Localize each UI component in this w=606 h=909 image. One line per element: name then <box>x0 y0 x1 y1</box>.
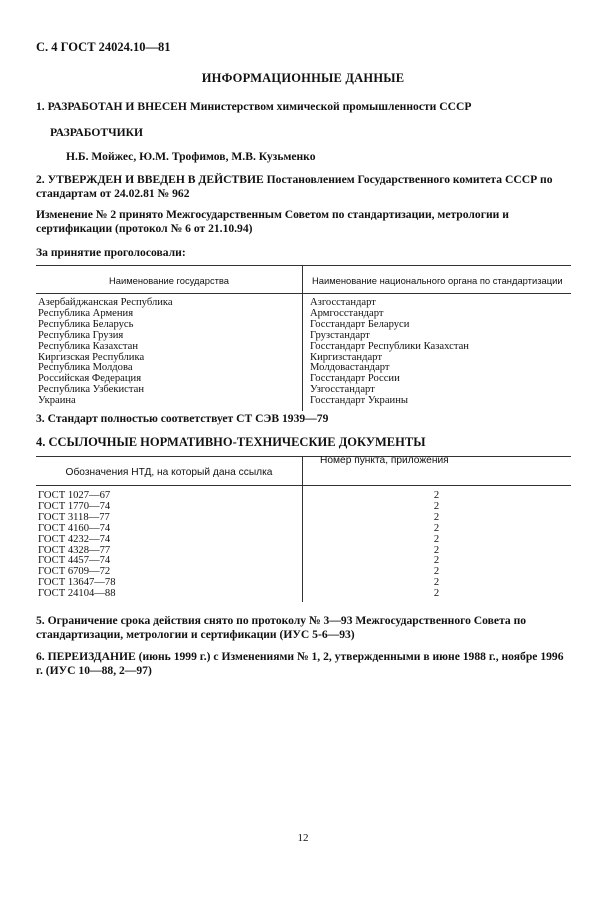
section-6: 6. ПЕРЕИЗДАНИЕ (июнь 1999 г.) с Изменениями № 1, 2, утвержденными в июне 1988 г., ноябре 1996 г. (ИУС 10—88, 2—97) <box>36 650 564 677</box>
developers-names: Н.Б. Мойжес, Ю.М. Трофимов, М.В. Кузьменко <box>66 150 316 163</box>
table-cell-state: Киргизская Республика <box>38 351 145 363</box>
page-header: С. 4 ГОСТ 24024.10—81 <box>36 40 171 54</box>
section-4-title: 4. ССЫЛОЧНЫЕ НОРМАТИВНО-ТЕХНИЧЕСКИЕ ДОКУМЕНТЫ <box>36 435 426 449</box>
table-cell-doc: ГОСТ 4232—74 <box>38 533 111 545</box>
amendment-note: Изменение № 2 принято Межгосударственным Советом по стандартизации, метрологии и сертификации (протокол № 6 от 21.10.94) <box>36 208 509 235</box>
table-cell-item: 2 <box>433 511 440 523</box>
table-cell-body: Госстандарт России <box>310 373 400 385</box>
table-header-state: Наименование государства <box>108 275 230 286</box>
table-rule <box>36 265 571 266</box>
table-cell-doc: ГОСТ 4328—77 <box>38 544 111 556</box>
table-cell-item: 2 <box>433 522 440 534</box>
table-cell-doc: ГОСТ 6709—72 <box>38 566 111 578</box>
table-cell-body: Госстандарт Республики Казахстан <box>310 340 469 352</box>
table-cell-body: Госстандарт Беларуси <box>310 318 410 330</box>
table-cell-state: Республика Грузия <box>38 329 124 341</box>
section-2 <box>36 173 570 201</box>
table-cell-body: Госстандарт Украины <box>310 395 408 407</box>
table-cell-body: Киргизстандарт <box>310 351 382 363</box>
references-table <box>36 456 571 602</box>
table-rule <box>36 485 571 486</box>
table-cell-body: Азгосстандарт <box>310 297 376 308</box>
table-cell-state: Республика Молдова <box>38 362 133 374</box>
body-list <box>310 298 469 407</box>
table-cell-state: Республика Армения <box>38 307 134 319</box>
table-cell-item: 2 <box>433 555 440 567</box>
table-cell-item: 2 <box>433 566 440 578</box>
table-cell-item: 2 <box>433 500 440 512</box>
table-cell-item: 2 <box>433 544 440 556</box>
table-cell-state: Российская Федерация <box>38 373 142 385</box>
table-cell-body: Армгосстандарт <box>310 307 384 319</box>
table-cell-body: Грузстандарт <box>310 329 370 341</box>
state-list <box>38 298 173 407</box>
table-cell-doc: ГОСТ 3118—77 <box>38 511 110 523</box>
table-header-item: Номер пункта, приложения <box>320 455 449 466</box>
voting-table <box>36 265 571 411</box>
section-5: 5. Ограничение срока действия снято по протоколу № 3—93 Межгосударственного Совета по стандартизации, метрологии и сертификации (ИУС 5-6—93) <box>36 614 527 641</box>
section-2-text: Постановлением Государственного комитета СССР по стандартам от 24.02.81 № 962 <box>36 173 553 200</box>
table-cell-body: Молдовастандарт <box>310 362 390 374</box>
developers-label: РАЗРАБОТЧИКИ <box>50 126 144 139</box>
section-1-text: Министерством химической промышленности СССР <box>186 100 472 113</box>
table-cell-item: 2 <box>433 588 440 600</box>
section-1 <box>36 100 471 114</box>
table-cell-item: 2 <box>433 577 440 589</box>
section-3: 3. Стандарт полностью соответствует СТ СЭВ 1939—79 <box>36 412 329 425</box>
table-header-body: Наименование национального органа по стандартизации <box>312 275 563 286</box>
page-title: ИНФОРМАЦИОННЫЕ ДАННЫЕ <box>201 71 405 85</box>
voted-label: За принятие проголосовали: <box>36 246 186 259</box>
table-cell-doc: ГОСТ 24104—88 <box>38 588 116 600</box>
table-cell-doc: ГОСТ 4457—74 <box>38 555 111 567</box>
doc-list <box>38 491 116 600</box>
table-cell-doc: ГОСТ 1770—74 <box>38 500 111 512</box>
table-rule <box>36 456 571 457</box>
table-rule <box>36 293 571 294</box>
table-cell-state: Республика Беларусь <box>38 318 134 330</box>
table-cell-item: 2 <box>433 490 440 501</box>
table-cell-state: Республика Казахстан <box>38 340 139 352</box>
table-cell-state: Республика Узбекистан <box>38 384 145 396</box>
item-list <box>302 491 571 600</box>
table-cell-state: Азербайджанская Республика <box>38 297 173 308</box>
table-header-doc: Обозначения НТД, на который дана ссылка <box>65 467 273 478</box>
table-cell-item: 2 <box>433 533 440 545</box>
table-cell-state: Украина <box>38 395 76 407</box>
section-1-lead: 1. РАЗРАБОТАН И ВНЕСЕН <box>36 100 187 113</box>
section-2-lead: 2. УТВЕРЖДЕН И ВВЕДЕН В ДЕЙСТВИЕ <box>36 173 264 186</box>
table-column-divider <box>302 265 303 411</box>
page-number: 12 <box>297 832 309 844</box>
table-cell-doc: ГОСТ 1027—67 <box>38 490 111 501</box>
table-cell-doc: ГОСТ 4160—74 <box>38 522 111 534</box>
table-cell-doc: ГОСТ 13647—78 <box>38 577 116 589</box>
table-cell-body: Узгосстандарт <box>310 384 375 396</box>
